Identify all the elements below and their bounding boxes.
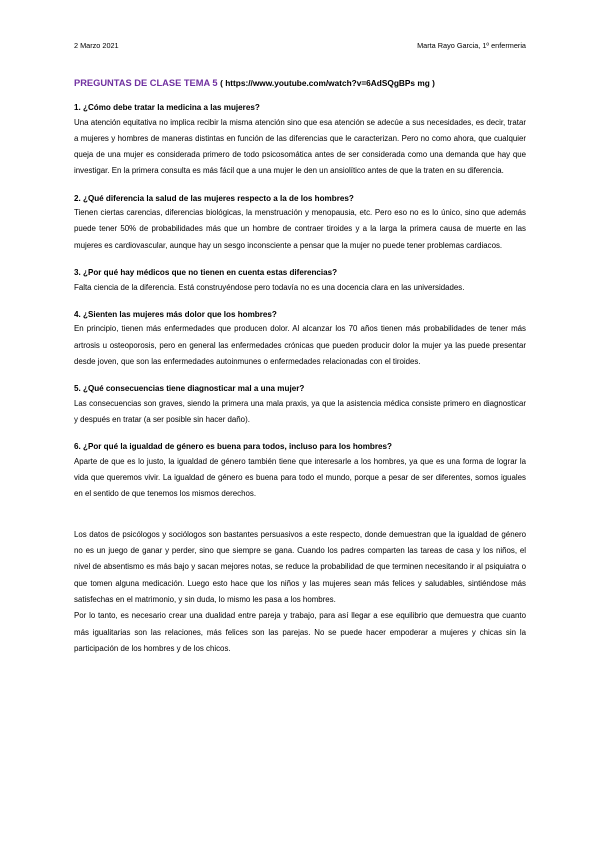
header-author: Marta Rayo Garcia, 1º enfermeria	[417, 41, 526, 50]
header-date: 2 Marzo 2021	[74, 41, 119, 50]
paragraph-1: Los datos de psicólogos y sociólogos son bastantes persuasivos a este respecto, donde demuestran que la igualdad de género no es un juego de ganar y perder, sino que siempre se gana. Cuando los padres comparten las tareas de casa y los niños, el nivel de absentismo es más bajo y sacan mejores notas, se reduce la probabilidad de que terminen necesitando ir al psiquiatra o que tomen alguna medicación. Luego esto hace que los niños y las mujeres sean más felices y saludables, sintiéndose más satisfechas en el matrimonio, y sin duda, lo mismo les pasa a los hombres.	[74, 529, 526, 604]
answer-6: Aparte de que es lo justo, la igualdad de género también tiene que interesarle a los hombres, ya que es una forma de lograr la vida que queremos vivir. La igualdad de género es buena para todo el mundo, porque a pesar de ser diferentes, somos iguales en el sentido de que tenemos los mismos derechos.	[74, 456, 526, 499]
question-3: 3. ¿Por qué hay médicos que no tienen en cuenta estas diferencias?	[74, 268, 338, 278]
answer-3: Falta ciencia de la diferencia. Está construyéndose pero todavía no es una docencia clara en las universidades.	[74, 282, 465, 292]
answer-4: En principio, tienen más enfermedades que producen dolor. Al alcanzar los 70 años tienen más probabilidades de tener más artrosis u osteoporosis, pero en general las enfermedades crónicas que pueden producir dolor la mujer ya las puede presentar desde joven, que son las enfermedades autoinmunes o enfermedades relacionadas con el tiroides.	[74, 324, 526, 366]
question-1: 1. ¿Cómo debe tratar la medicina a las mujeres?	[74, 103, 260, 112]
question-6: 6. ¿Por qué la igualdad de género es buena para todos, incluso para los hombres?	[74, 442, 392, 452]
title-line	[74, 78, 526, 88]
answer-2: Tienen ciertas carencias, diferencias biológicas, la menstruación y menopausia, etc. Pero eso no es lo único, sino que además puede tener 50% de probabilidades más que un hombre de contraer tiroides y a la larga la primera causa de muerte en las mujeres es cardiovascular, aunque hay un sesgo inconsciente a pensar que la mujer no puede tener problemas cardiacos.	[74, 208, 526, 250]
answer-5: Las consecuencias son graves, siendo la primera una mala praxis, ya que la asistencia médica consiste primero en diagnosticar y después en tratar (a ser posible sin hacer daño).	[74, 398, 526, 425]
paragraph-2: Por lo tanto, es necesario crear una dualidad entre pareja y trabajo, para así llegar a ese equilibrio que demuestra que cuanto más igualitarias son las relaciones, más felices son las parejas. No se puede hacer empoderar a mujeres y chicas sin la participación de los hombres y de los chicos.	[74, 611, 526, 653]
document-title: PREGUNTAS DE CLASE TEMA 5	[74, 78, 218, 88]
question-2: 2. ¿Qué diferencia la salud de las mujeres respecto a la de los hombres?	[74, 193, 354, 203]
answer-1: Una atención equitativa no implica recibir la misma atención sino que esa atención se adecúe a sus necesidades, es decir, tratar a mujeres y hombres de maneras distintas en función de las diferencias que le caracterizan. Pero no como ahora, que cualquier queja de una mujer es considerada primero de todo psicosomática antes de ser considerada como una demanda que hay que investigar. En la primera consulta es más fácil que a una mujer le den un ansiolítico antes de que la traten en su diferencia.	[74, 117, 526, 176]
paragraph-spacer	[74, 515, 526, 527]
question-5: 5. ¿Qué consecuencias tiene diagnosticar mal a una mujer?	[74, 384, 305, 394]
question-4: 4. ¿Sienten las mujeres más dolor que los hombres?	[74, 309, 277, 319]
document-body	[74, 78, 526, 657]
video-link[interactable]: ( https://www.youtube.com/watch?v=6AdSQgBPs mg )	[220, 78, 435, 88]
